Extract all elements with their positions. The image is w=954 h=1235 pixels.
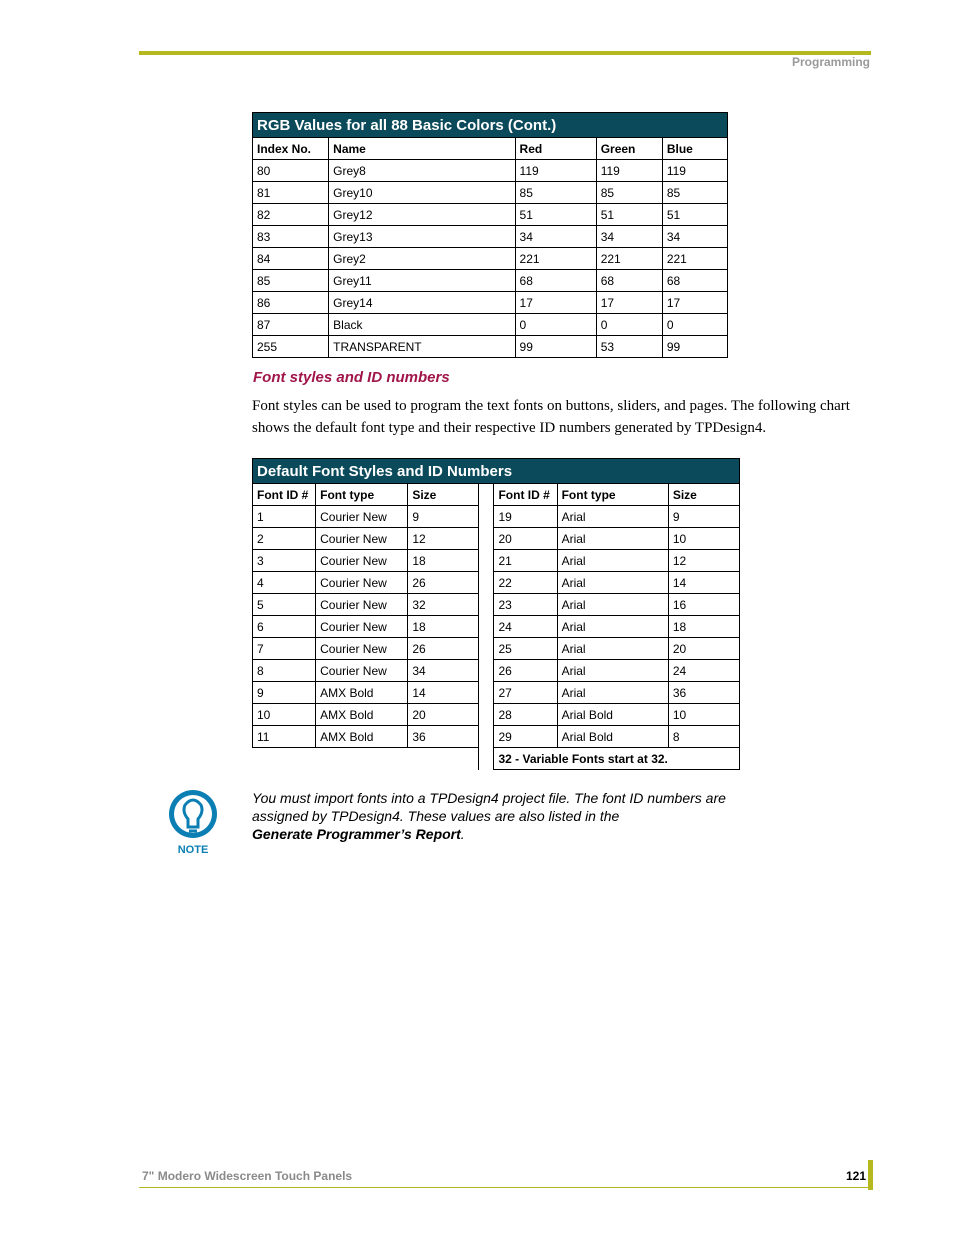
table-cell: 34 [662,226,727,248]
table-row [253,572,740,594]
rgb-table-title: RGB Values for all 88 Basic Colors (Cont.) [253,113,728,138]
table-cell: 85 [596,182,662,204]
table-row [253,314,728,336]
table-cell: 36 [408,726,479,748]
column-gap [479,484,494,506]
font-header-cell: Font type [316,484,408,506]
column-gap [479,572,494,594]
table-row [253,160,728,182]
table-cell: 16 [668,594,739,616]
column-gap [479,704,494,726]
table-cell: Arial [557,528,668,550]
font-table-title: Default Font Styles and ID Numbers [253,459,740,484]
column-gap [479,748,494,770]
table-cell: Arial [557,572,668,594]
section-heading: Font styles and ID numbers [253,369,450,386]
table-cell: Courier New [316,550,408,572]
table-cell: 34 [596,226,662,248]
page-number: 121 [846,1169,867,1183]
table-cell: Courier New [316,572,408,594]
table-cell: 0 [596,314,662,336]
table-cell: 29 [494,726,557,748]
font-styles-table [252,458,740,770]
table-cell: 68 [515,270,596,292]
table-cell: TRANSPARENT [329,336,515,358]
font-header-cell: Size [408,484,479,506]
table-cell: Arial [557,550,668,572]
table-cell: 9 [408,506,479,528]
table-cell: 18 [408,550,479,572]
table-cell: 0 [662,314,727,336]
table-cell: Arial [557,616,668,638]
table-cell: 28 [494,704,557,726]
column-gap [479,550,494,572]
table-cell: Grey13 [329,226,515,248]
table-cell: 0 [515,314,596,336]
table-cell: 14 [408,682,479,704]
section-paragraph: Font styles can be used to program the text fonts on buttons, sliders, and pages. The following chart shows the default font type and their respective ID numbers generated by TPDesign4. [252,398,850,436]
table-cell: Grey11 [329,270,515,292]
table-cell: 82 [253,204,329,226]
table-row [253,726,740,748]
column-gap [479,506,494,528]
table-cell: 24 [494,616,557,638]
table-cell: 80 [253,160,329,182]
table-cell: 68 [662,270,727,292]
blank-cell [316,748,408,770]
table-cell: 34 [515,226,596,248]
table-cell: 3 [253,550,316,572]
note-text-body: You must import fonts into a TPDesign4 project file. The font ID numbers are assigned by TPDesign4. These values are also listed in the [252,790,726,824]
table-row [253,506,740,528]
table-cell: 25 [494,638,557,660]
table-cell: 21 [494,550,557,572]
blank-cell [253,748,316,770]
font-header-cell: Font ID # [494,484,557,506]
table-cell: Arial Bold [557,704,668,726]
table-cell: 12 [408,528,479,550]
table-cell: 8 [253,660,316,682]
table-cell: 36 [668,682,739,704]
table-row [253,550,740,572]
font-header-cell: Font type [557,484,668,506]
table-cell: 27 [494,682,557,704]
table-cell: 34 [408,660,479,682]
note-icon-label: NOTE [177,844,209,856]
table-cell: 85 [662,182,727,204]
table-cell: 81 [253,182,329,204]
table-cell: 51 [596,204,662,226]
note-text [252,789,752,843]
table-cell: Arial [557,506,668,528]
table-cell: 84 [253,248,329,270]
table-cell: 85 [253,270,329,292]
table-cell: 14 [668,572,739,594]
table-cell: 9 [668,506,739,528]
table-cell: AMX Bold [316,726,408,748]
running-header: Programming [791,55,870,69]
table-cell: 83 [253,226,329,248]
table-cell: 99 [662,336,727,358]
table-cell: 119 [596,160,662,182]
table-cell: 8 [668,726,739,748]
table-cell: 119 [662,160,727,182]
table-cell: Courier New [316,616,408,638]
rgb-header-cell: Name [329,138,515,160]
table-cell: 51 [515,204,596,226]
table-cell: 20 [668,638,739,660]
column-gap [479,616,494,638]
table-cell: 1 [253,506,316,528]
font-footnote: 32 - Variable Fonts start at 32. [494,748,740,770]
note-text-bold: Generate Programmer’s Report [252,826,461,842]
table-cell: 24 [668,660,739,682]
rgb-header-cell: Red [515,138,596,160]
table-cell: 22 [494,572,557,594]
table-cell: 6 [253,616,316,638]
table-cell: Arial Bold [557,726,668,748]
column-gap [479,528,494,550]
table-cell: 221 [515,248,596,270]
table-cell: 10 [253,704,316,726]
column-gap [479,594,494,616]
table-cell: Arial [557,594,668,616]
column-gap [479,682,494,704]
font-header-cell: Font ID # [253,484,316,506]
footer-title: 7" Modero Widescreen Touch Panels [142,1169,353,1183]
table-cell: Grey8 [329,160,515,182]
blank-cell [408,748,479,770]
table-cell: 10 [668,528,739,550]
column-gap [479,638,494,660]
table-cell: 68 [596,270,662,292]
column-gap [479,660,494,682]
table-cell: 9 [253,682,316,704]
table-row [253,748,740,770]
table-cell: 2 [253,528,316,550]
table-cell: 221 [596,248,662,270]
table-cell: 53 [596,336,662,358]
table-cell: 26 [408,572,479,594]
table-row [253,270,728,292]
rgb-header-cell: Index No. [253,138,329,160]
table-cell: Courier New [316,660,408,682]
table-cell: Grey10 [329,182,515,204]
table-cell: 5 [253,594,316,616]
header-rule [139,51,871,55]
table-cell: 17 [515,292,596,314]
table-cell: Grey14 [329,292,515,314]
table-cell: 12 [668,550,739,572]
table-cell: 221 [662,248,727,270]
lightbulb-note-icon [164,787,222,857]
table-cell: 87 [253,314,329,336]
footer-accent-bar [868,1160,873,1190]
table-cell: Arial [557,660,668,682]
table-row [253,704,740,726]
footer-rule [139,1187,871,1188]
table-cell: Arial [557,682,668,704]
note-text-end: . [460,826,465,842]
table-cell: 26 [494,660,557,682]
table-cell: 4 [253,572,316,594]
table-row [253,638,740,660]
table-cell: Courier New [316,594,408,616]
table-row [253,660,740,682]
table-row [253,292,728,314]
table-row [253,248,728,270]
table-cell: Grey12 [329,204,515,226]
table-cell: Courier New [316,528,408,550]
table-cell: 7 [253,638,316,660]
rgb-header-cell: Blue [662,138,727,160]
column-gap [479,726,494,748]
table-row [253,594,740,616]
table-cell: 86 [253,292,329,314]
table-cell: 20 [408,704,479,726]
table-row [253,226,728,248]
table-cell: 18 [668,616,739,638]
table-row [253,204,728,226]
table-cell: 23 [494,594,557,616]
rgb-header-cell: Green [596,138,662,160]
table-row [253,616,740,638]
table-cell: 20 [494,528,557,550]
table-row [253,182,728,204]
table-cell: 85 [515,182,596,204]
table-cell: 10 [668,704,739,726]
table-cell: AMX Bold [316,682,408,704]
table-cell: Black [329,314,515,336]
table-cell: Arial [557,638,668,660]
table-cell: 119 [515,160,596,182]
table-cell: 99 [515,336,596,358]
table-cell: 32 [408,594,479,616]
table-cell: 17 [662,292,727,314]
table-cell: AMX Bold [316,704,408,726]
table-cell: Courier New [316,638,408,660]
table-row [253,528,740,550]
table-row [253,336,728,358]
table-cell: 19 [494,506,557,528]
rgb-table-header-row [253,138,728,160]
table-cell: 255 [253,336,329,358]
table-cell: 17 [596,292,662,314]
font-header-cell: Size [668,484,739,506]
table-cell: Grey2 [329,248,515,270]
table-row [253,682,740,704]
table-cell: 51 [662,204,727,226]
table-cell: 18 [408,616,479,638]
font-table-header-row [253,484,740,506]
rgb-values-table [252,112,728,358]
table-cell: Courier New [316,506,408,528]
table-cell: 11 [253,726,316,748]
table-cell: 26 [408,638,479,660]
